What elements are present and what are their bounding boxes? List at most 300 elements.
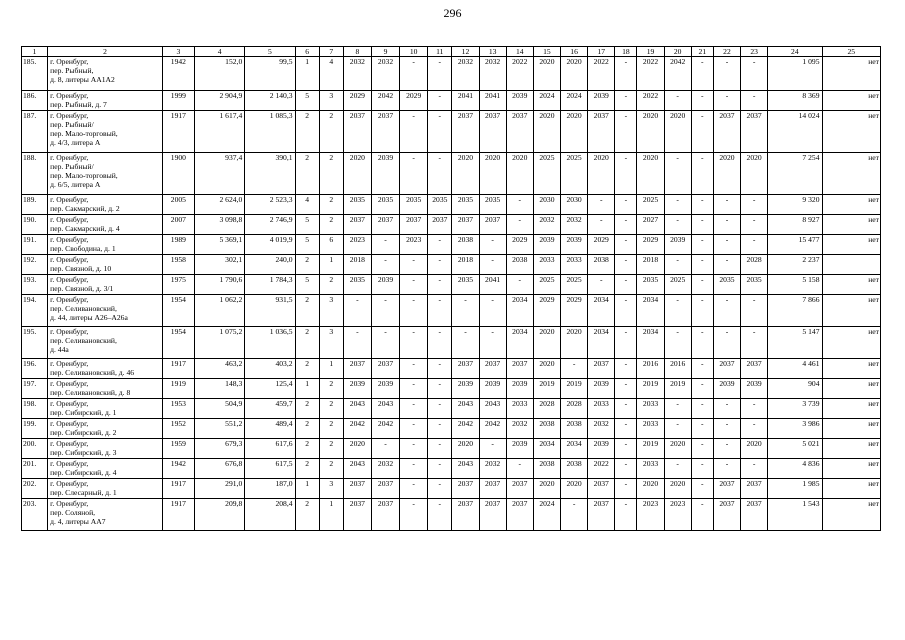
address-line: пер. Мало-торговый, <box>50 129 118 138</box>
cell-col-9: - <box>371 255 399 275</box>
address-line: г. Оренбург, <box>50 57 89 66</box>
cell-col-12: 2038 <box>452 235 479 255</box>
cell-col-25: нет <box>822 235 881 255</box>
row-number: 189. <box>22 195 48 215</box>
address-line: пер. Соляной, <box>50 508 96 517</box>
row-number: 191. <box>22 235 48 255</box>
address-line: г. Оренбург, <box>50 459 89 468</box>
cell-col-16: 2028 <box>561 399 588 419</box>
address-cell <box>48 57 163 91</box>
row-number: 186. <box>22 91 48 111</box>
address-line: д. 4/3, литера А <box>50 138 101 147</box>
cell-col-20: 2020 <box>664 479 691 499</box>
cell-col-23: - <box>741 195 768 215</box>
cell-col-24: 5 147 <box>768 327 822 359</box>
cell-col-7: 2 <box>319 215 343 235</box>
cell-col-9: 2039 <box>371 379 399 399</box>
cell-col-8: 2037 <box>343 111 371 153</box>
table-row <box>22 153 881 195</box>
row-number: 199. <box>22 419 48 439</box>
address-line: пер. Селивановский, д. 46 <box>50 368 135 377</box>
cell-col-19: 2020 <box>637 111 664 153</box>
column-header-3: 3 <box>162 47 194 57</box>
address-line: г. Оренбург, <box>50 235 89 244</box>
column-header-14: 14 <box>506 47 533 57</box>
cell-col-15: 2032 <box>533 215 560 235</box>
cell-col-25: нет <box>822 57 881 91</box>
cell-col-18: - <box>615 235 637 255</box>
address-line: пер. Рыбный/ <box>50 120 94 129</box>
address-line: д. 4, литеры АА7 <box>50 517 106 526</box>
address-line: пер. Свободина, д. 1 <box>50 244 116 253</box>
cell-col-10: - <box>400 379 428 399</box>
cell-col-24: 7 866 <box>768 295 822 327</box>
cell-col-25: нет <box>822 499 881 531</box>
cell-col-5: 617,6 <box>245 439 295 459</box>
cell-col-12: 2037 <box>452 111 479 153</box>
cell-col-16: 2025 <box>561 153 588 195</box>
table-row <box>22 295 881 327</box>
cell-col-18: - <box>615 479 637 499</box>
cell-col-23: - <box>741 295 768 327</box>
cell-col-4: 152,0 <box>194 57 244 91</box>
address-line: пер. Сакмарский, д. 2 <box>50 204 120 213</box>
cell-col-12: 2043 <box>452 459 479 479</box>
address-line: пер. Сакмарский, д. 4 <box>50 224 120 233</box>
cell-col-6: 1 <box>295 479 319 499</box>
column-header-5: 5 <box>245 47 295 57</box>
cell-col-12: 2032 <box>452 57 479 91</box>
cell-col-14: 2039 <box>506 379 533 399</box>
cell-col-13: - <box>479 295 506 327</box>
cell-col-13: 2032 <box>479 57 506 91</box>
cell-col-7: 3 <box>319 91 343 111</box>
cell-col-20: - <box>664 255 691 275</box>
cell-col-6: 2 <box>295 439 319 459</box>
cell-col-21: - <box>691 235 713 255</box>
address-line: пер. Связной, д. 10 <box>50 264 112 273</box>
row-number: 190. <box>22 215 48 235</box>
cell-col-5: 459,7 <box>245 399 295 419</box>
cell-col-13: 2037 <box>479 359 506 379</box>
cell-col-6: 2 <box>295 153 319 195</box>
cell-col-13: 2037 <box>479 111 506 153</box>
cell-col-13: - <box>479 439 506 459</box>
table-row <box>22 459 881 479</box>
cell-col-7: 6 <box>319 235 343 255</box>
row-number: 201. <box>22 459 48 479</box>
cell-col-14: - <box>506 195 533 215</box>
address-line: г. Оренбург, <box>50 153 89 162</box>
header-row <box>22 47 881 57</box>
cell-col-23: - <box>741 91 768 111</box>
cell-col-21: - <box>691 379 713 399</box>
cell-col-25: нет <box>822 91 881 111</box>
address-line: пер. Рыбный, <box>50 66 94 75</box>
cell-col-7: 2 <box>319 439 343 459</box>
cell-col-21: - <box>691 459 713 479</box>
cell-col-5: 125,4 <box>245 379 295 399</box>
address-line: пер. Селивановский, <box>50 336 117 345</box>
row-number: 200. <box>22 439 48 459</box>
cell-col-15: 2038 <box>533 459 560 479</box>
column-header-13: 13 <box>479 47 506 57</box>
cell-col-13: 2037 <box>479 215 506 235</box>
cell-col-25: нет <box>822 195 881 215</box>
cell-col-4: 5 369,1 <box>194 235 244 255</box>
cell-col-8: - <box>343 295 371 327</box>
cell-col-9: 2037 <box>371 111 399 153</box>
cell-col-4: 504,9 <box>194 399 244 419</box>
cell-col-3: 1917 <box>162 111 194 153</box>
cell-col-4: 1 075,2 <box>194 327 244 359</box>
cell-col-11: 2037 <box>428 215 452 235</box>
cell-col-16: 2029 <box>561 295 588 327</box>
cell-col-3: 1954 <box>162 295 194 327</box>
cell-col-20: - <box>664 399 691 419</box>
cell-col-3: 1942 <box>162 57 194 91</box>
cell-col-22: - <box>713 399 740 419</box>
cell-col-11: - <box>428 235 452 255</box>
cell-col-20: - <box>664 215 691 235</box>
cell-col-4: 937,4 <box>194 153 244 195</box>
cell-col-12: 2037 <box>452 215 479 235</box>
table-row <box>22 359 881 379</box>
cell-col-25: нет <box>822 379 881 399</box>
address-cell <box>48 399 163 419</box>
cell-col-4: 209,8 <box>194 499 244 531</box>
cell-col-22: 2039 <box>713 379 740 399</box>
cell-col-17: 2022 <box>588 459 615 479</box>
cell-col-25: нет <box>822 275 881 295</box>
cell-col-14: 2022 <box>506 57 533 91</box>
cell-col-22: - <box>713 255 740 275</box>
cell-col-15: 2033 <box>533 255 560 275</box>
cell-col-8: 2029 <box>343 91 371 111</box>
cell-col-14: 2029 <box>506 235 533 255</box>
cell-col-8: 2042 <box>343 419 371 439</box>
row-number: 188. <box>22 153 48 195</box>
cell-col-4: 676,8 <box>194 459 244 479</box>
cell-col-5: 390,1 <box>245 153 295 195</box>
cell-col-18: - <box>615 419 637 439</box>
cell-col-14: - <box>506 459 533 479</box>
cell-col-22: - <box>713 91 740 111</box>
cell-col-16: 2020 <box>561 327 588 359</box>
address-cell <box>48 111 163 153</box>
cell-col-15: 2025 <box>533 275 560 295</box>
cell-col-16: 2032 <box>561 215 588 235</box>
cell-col-22: - <box>713 439 740 459</box>
cell-col-23: 2037 <box>741 111 768 153</box>
table-row <box>22 419 881 439</box>
address-cell <box>48 499 163 531</box>
cell-col-3: 1975 <box>162 275 194 295</box>
cell-col-4: 463,2 <box>194 359 244 379</box>
cell-col-16: 2025 <box>561 275 588 295</box>
cell-col-21: - <box>691 359 713 379</box>
table-row <box>22 275 881 295</box>
address-line: г. Оренбург, <box>50 379 89 388</box>
cell-col-17: 2037 <box>588 499 615 531</box>
cell-col-21: - <box>691 215 713 235</box>
cell-col-15: 2030 <box>533 195 560 215</box>
address-line: г. Оренбург, <box>50 295 89 304</box>
address-line: г. Оренбург, <box>50 359 89 368</box>
table-row <box>22 111 881 153</box>
cell-col-20: 2023 <box>664 499 691 531</box>
cell-col-3: 1954 <box>162 327 194 359</box>
cell-col-9: 2037 <box>371 215 399 235</box>
cell-col-11: - <box>428 57 452 91</box>
cell-col-16: 2020 <box>561 479 588 499</box>
cell-col-3: 1958 <box>162 255 194 275</box>
cell-col-23: 2020 <box>741 153 768 195</box>
cell-col-15: 2020 <box>533 479 560 499</box>
cell-col-10: - <box>400 479 428 499</box>
address-line: г. Оренбург, <box>50 399 89 408</box>
cell-col-18: - <box>615 359 637 379</box>
cell-col-6: 2 <box>295 255 319 275</box>
row-number: 185. <box>22 57 48 91</box>
cell-col-25: нет <box>822 327 881 359</box>
address-line: г. Оренбург, <box>50 275 89 284</box>
column-header-21: 21 <box>691 47 713 57</box>
cell-col-12: 2037 <box>452 359 479 379</box>
cell-col-15: 2020 <box>533 111 560 153</box>
cell-col-24: 2 237 <box>768 255 822 275</box>
cell-col-8: 2018 <box>343 255 371 275</box>
cell-col-21: - <box>691 419 713 439</box>
cell-col-10: - <box>400 57 428 91</box>
cell-col-18: - <box>615 255 637 275</box>
table-row <box>22 327 881 359</box>
cell-col-15: 2020 <box>533 359 560 379</box>
cell-col-14: - <box>506 275 533 295</box>
cell-col-11: - <box>428 111 452 153</box>
cell-col-6: 2 <box>295 359 319 379</box>
cell-col-22: 2035 <box>713 275 740 295</box>
cell-col-20: - <box>664 459 691 479</box>
cell-col-10: - <box>400 275 428 295</box>
cell-col-25: нет <box>822 111 881 153</box>
cell-col-15: 2024 <box>533 499 560 531</box>
row-number: 193. <box>22 275 48 295</box>
cell-col-15: 2019 <box>533 379 560 399</box>
cell-col-11: - <box>428 499 452 531</box>
cell-col-6: 2 <box>295 459 319 479</box>
cell-col-18: - <box>615 275 637 295</box>
cell-col-23: 2035 <box>741 275 768 295</box>
cell-col-14: 2037 <box>506 479 533 499</box>
cell-col-22: - <box>713 215 740 235</box>
cell-col-6: 1 <box>295 379 319 399</box>
cell-col-24: 15 477 <box>768 235 822 255</box>
cell-col-24: 1 543 <box>768 499 822 531</box>
cell-col-8: - <box>343 327 371 359</box>
cell-col-15: 2039 <box>533 235 560 255</box>
cell-col-18: - <box>615 111 637 153</box>
cell-col-12: 2020 <box>452 439 479 459</box>
table-row <box>22 195 881 215</box>
cell-col-17: 2039 <box>588 439 615 459</box>
column-header-18: 18 <box>615 47 637 57</box>
address-line: д. 44а <box>50 345 69 354</box>
address-line: пер. Слесарный, д. 1 <box>50 488 117 497</box>
row-number: 202. <box>22 479 48 499</box>
address-cell <box>48 235 163 255</box>
cell-col-12: 2020 <box>452 153 479 195</box>
table-row <box>22 215 881 235</box>
cell-col-16: 2033 <box>561 255 588 275</box>
cell-col-13: - <box>479 235 506 255</box>
address-cell <box>48 439 163 459</box>
cell-col-20: - <box>664 153 691 195</box>
data-table <box>21 46 881 531</box>
cell-col-17: 2039 <box>588 91 615 111</box>
cell-col-22: - <box>713 459 740 479</box>
address-line: пер. Сибирский, д. 4 <box>50 468 117 477</box>
column-header-9: 9 <box>371 47 399 57</box>
cell-col-24: 3 986 <box>768 419 822 439</box>
cell-col-24: 4 461 <box>768 359 822 379</box>
cell-col-14: - <box>506 215 533 235</box>
cell-col-3: 1989 <box>162 235 194 255</box>
cell-col-21: - <box>691 399 713 419</box>
cell-col-19: 2025 <box>637 195 664 215</box>
address-line: пер. Рыбный/ <box>50 162 94 171</box>
cell-col-22: 2020 <box>713 153 740 195</box>
cell-col-25: нет <box>822 359 881 379</box>
cell-col-14: 2034 <box>506 295 533 327</box>
column-header-6: 6 <box>295 47 319 57</box>
column-header-23: 23 <box>741 47 768 57</box>
cell-col-23: - <box>741 327 768 359</box>
cell-col-10: - <box>400 111 428 153</box>
cell-col-25: нет <box>822 153 881 195</box>
cell-col-17: - <box>588 215 615 235</box>
table-row <box>22 91 881 111</box>
address-cell <box>48 295 163 327</box>
cell-col-21: - <box>691 327 713 359</box>
cell-col-5: 1 036,5 <box>245 327 295 359</box>
cell-col-3: 1952 <box>162 419 194 439</box>
cell-col-16: 2020 <box>561 57 588 91</box>
address-line: пер. Рыбный, д. 7 <box>50 100 107 109</box>
cell-col-20: 2039 <box>664 235 691 255</box>
cell-col-9: - <box>371 235 399 255</box>
cell-col-10: - <box>400 499 428 531</box>
cell-col-3: 1919 <box>162 379 194 399</box>
cell-col-11: - <box>428 327 452 359</box>
cell-col-14: 2038 <box>506 255 533 275</box>
address-line: пер. Связной, д. 3/1 <box>50 284 114 293</box>
cell-col-14: 2032 <box>506 419 533 439</box>
cell-col-18: - <box>615 57 637 91</box>
cell-col-3: 2005 <box>162 195 194 215</box>
cell-col-20: 2019 <box>664 379 691 399</box>
address-line: г. Оренбург, <box>50 419 89 428</box>
cell-col-24: 7 254 <box>768 153 822 195</box>
cell-col-10: - <box>400 419 428 439</box>
cell-col-5: 1 085,3 <box>245 111 295 153</box>
address-line: г. Оренбург, <box>50 111 89 120</box>
cell-col-3: 1900 <box>162 153 194 195</box>
address-cell <box>48 459 163 479</box>
cell-col-24: 14 024 <box>768 111 822 153</box>
cell-col-6: 5 <box>295 91 319 111</box>
cell-col-24: 904 <box>768 379 822 399</box>
cell-col-19: 2034 <box>637 295 664 327</box>
column-header-11: 11 <box>428 47 452 57</box>
cell-col-16: 2019 <box>561 379 588 399</box>
column-header-20: 20 <box>664 47 691 57</box>
cell-col-17: 2022 <box>588 57 615 91</box>
cell-col-23: 2020 <box>741 439 768 459</box>
cell-col-14: 2034 <box>506 327 533 359</box>
cell-col-13: 2039 <box>479 379 506 399</box>
table-row <box>22 479 881 499</box>
cell-col-10: - <box>400 359 428 379</box>
cell-col-17: 2029 <box>588 235 615 255</box>
cell-col-16: - <box>561 499 588 531</box>
cell-col-3: 1917 <box>162 359 194 379</box>
column-header-15: 15 <box>533 47 560 57</box>
cell-col-25: нет <box>822 439 881 459</box>
cell-col-21: - <box>691 275 713 295</box>
cell-col-11: - <box>428 255 452 275</box>
cell-col-19: 2020 <box>637 479 664 499</box>
cell-col-9: 2037 <box>371 499 399 531</box>
cell-col-18: - <box>615 439 637 459</box>
cell-col-23: - <box>741 57 768 91</box>
column-header-10: 10 <box>400 47 428 57</box>
column-header-12: 12 <box>452 47 479 57</box>
cell-col-10: - <box>400 153 428 195</box>
cell-col-16: 2038 <box>561 459 588 479</box>
cell-col-9: - <box>371 295 399 327</box>
cell-col-12: 2039 <box>452 379 479 399</box>
cell-col-13: 2042 <box>479 419 506 439</box>
table-row <box>22 379 881 399</box>
cell-col-13: - <box>479 255 506 275</box>
address-cell <box>48 419 163 439</box>
cell-col-15: 2020 <box>533 327 560 359</box>
address-line: г. Оренбург, <box>50 499 89 508</box>
cell-col-9: 2039 <box>371 275 399 295</box>
cell-col-5: 99,5 <box>245 57 295 91</box>
cell-col-25: нет <box>822 215 881 235</box>
cell-col-21: - <box>691 195 713 215</box>
cell-col-9: - <box>371 439 399 459</box>
cell-col-7: 2 <box>319 459 343 479</box>
column-header-7: 7 <box>319 47 343 57</box>
cell-col-20: 2025 <box>664 275 691 295</box>
cell-col-9: 2032 <box>371 57 399 91</box>
address-line: пер. Сибирский, д. 3 <box>50 448 117 457</box>
cell-col-10: - <box>400 399 428 419</box>
address-line: д. 8, литеры АА1А2 <box>50 75 115 84</box>
cell-col-17: 2037 <box>588 479 615 499</box>
cell-col-19: 2016 <box>637 359 664 379</box>
cell-col-15: 2025 <box>533 153 560 195</box>
cell-col-19: 2018 <box>637 255 664 275</box>
cell-col-6: 2 <box>295 295 319 327</box>
address-line: г. Оренбург, <box>50 327 89 336</box>
cell-col-4: 148,3 <box>194 379 244 399</box>
cell-col-23: 2037 <box>741 359 768 379</box>
cell-col-4: 679,3 <box>194 439 244 459</box>
